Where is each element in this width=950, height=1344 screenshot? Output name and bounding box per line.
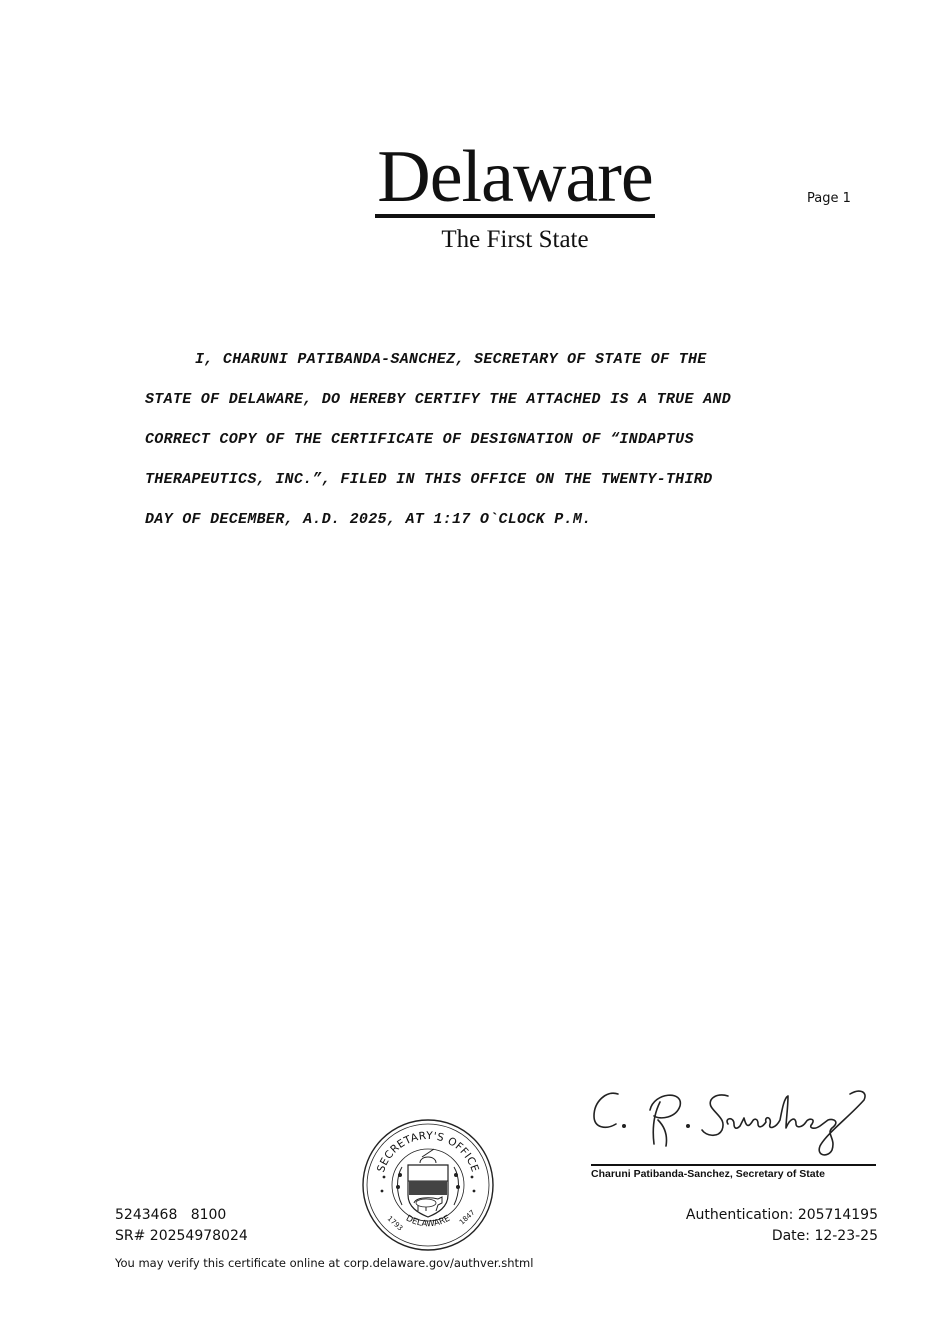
certification-line: I, CHARUNI PATIBANDA-SANCHEZ, SECRETARY OF STATE OF THE <box>195 351 707 368</box>
signatory-caption: Charuni Patibanda-Sanchez, Secretary of State <box>591 1168 825 1180</box>
file-number: 5243468 8100 <box>115 1207 227 1223</box>
certificate-date: Date: 12-23-25 <box>771 1228 878 1244</box>
seal-top-text: SECRETARY'S OFFICE <box>375 1129 481 1174</box>
certification-line: DAY OF DECEMBER, A.D. 2025, AT 1:17 O`CLOCK P.M. <box>145 511 592 528</box>
seal-year-left: 1793 <box>385 1214 405 1233</box>
seal-bottom-text: DELAWARE <box>404 1213 452 1230</box>
verify-note: You may verify this certificate online at corp.delaware.gov/authver.shtml <box>115 1256 534 1270</box>
service-request-number: SR# 20254978024 <box>115 1228 248 1244</box>
authentication-number: Authentication: 205714195 <box>685 1207 878 1223</box>
certification-line: CORRECT COPY OF THE CERTIFICATE OF DESIGNATION OF “INDAPTUS <box>145 431 694 448</box>
seal-year-right: 1847 <box>457 1208 477 1227</box>
document-header <box>300 136 730 254</box>
svg-text:DELAWARE <box>404 1214 452 1230</box>
certification-line: STATE OF DELAWARE, DO HEREBY CERTIFY THE ATTACHED IS A TRUE AND <box>145 391 731 408</box>
certification-text <box>145 340 835 540</box>
signature-block <box>588 1080 878 1185</box>
footer-right <box>686 1205 878 1247</box>
certification-line: THERAPEUTICS, INC.”, FILED IN THIS OFFICE ON THE TWENTY-THIRD <box>145 471 713 488</box>
page-number: Page 1 <box>807 191 851 206</box>
state-seal-icon <box>360 1117 496 1253</box>
signature-line <box>591 1164 876 1166</box>
handwritten-signature <box>588 1080 878 1164</box>
state-name-title: Delaware <box>377 136 653 218</box>
footer-left <box>115 1205 248 1247</box>
state-motto: The First State <box>441 226 589 253</box>
